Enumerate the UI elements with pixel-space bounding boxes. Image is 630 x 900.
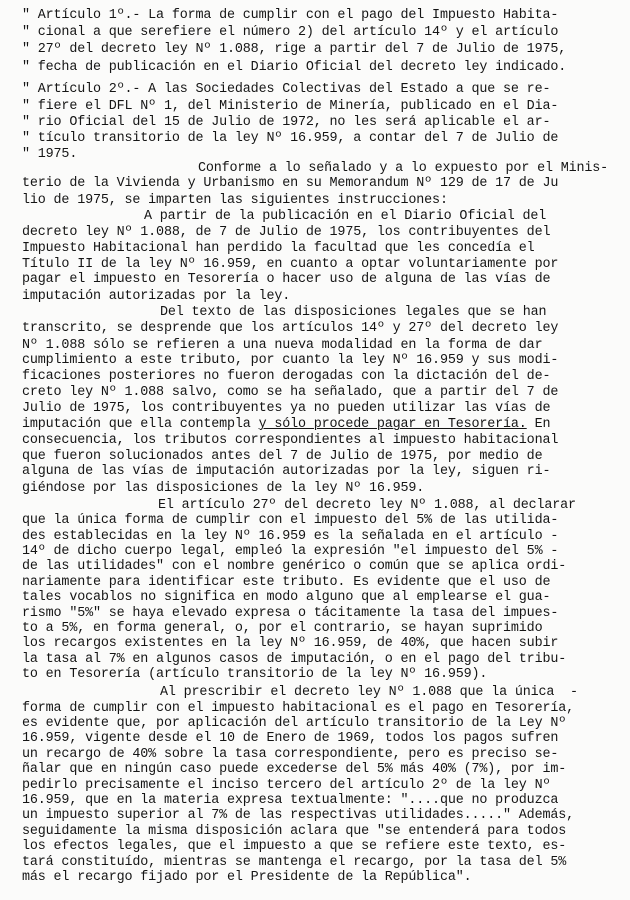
underlined-phrase: y sólo procede pagar en Tesorería.	[258, 417, 527, 433]
line-text: " Artículo 2º.- A las Sociedades Colectivas del Estado a que se re-	[22, 82, 551, 98]
text-line	[22, 855, 566, 871]
text-line	[22, 401, 550, 417]
text-line	[22, 621, 542, 637]
line-text: terio de la Vivienda y Urbanismo en su Memorandum Nº 129 de 17 de Ju	[22, 176, 559, 192]
line-text: pagar el impuesto en Tesorería o hacer uso de alguna de las vías de	[22, 272, 551, 288]
text-line	[22, 225, 550, 241]
text-line	[22, 464, 550, 480]
line-text: to a 5%, en forma general, o, por el contrario, se hayan suprimido	[22, 620, 543, 636]
text-line	[22, 762, 566, 778]
text-line	[22, 839, 566, 855]
line-text: 16.959, vigente desde el 10 de Enero de 1969, todos los pagos sufren	[22, 731, 559, 747]
text-line	[22, 60, 566, 76]
line-text: imputación que ella contempla	[22, 417, 259, 433]
text-line	[22, 513, 558, 529]
line-text: que fueron solucionados antes del 7 de Julio de 1975, por medio de	[22, 448, 543, 464]
text-line	[144, 209, 546, 225]
text-line	[22, 147, 77, 163]
line-text: 16.959, que en la materia expresa textualmente: "....que no produzca	[22, 793, 559, 809]
text-line	[22, 25, 558, 41]
text-line	[22, 433, 558, 449]
line-text: transcrito, se desprende que los artículos 14º y 27º del decreto ley	[22, 321, 559, 337]
line-text: " fiere el DFL Nº 1, del Ministerio de Minería, publicado en el Dia-	[22, 98, 559, 114]
line-text: Al prescribir el decreto ley Nº 1.088 que la única -	[160, 685, 578, 701]
text-line	[22, 747, 558, 763]
text-line	[22, 8, 558, 24]
text-line	[22, 701, 574, 717]
text-line	[22, 636, 558, 652]
line-text: la tasa al 7% en algunos casos de imputación, o en el pago del tribu-	[22, 651, 567, 667]
line-text: Nº 1.088 sólo se refieren a una nueva modalidad en la forma de dar	[22, 337, 543, 353]
text-line	[22, 606, 558, 622]
line-text: " Artículo 1º.- La forma de cumplir con el pago del Impuesto Habita-	[22, 8, 559, 23]
text-line	[22, 575, 550, 591]
text-line	[22, 99, 558, 115]
line-text: los efectos legales, que el impuesto a que se refiere este texto, es-	[22, 839, 567, 855]
text-line	[22, 417, 550, 433]
line-text: Julio de 1975, los contribuyentes ya no pueden utilizar las vías de	[22, 400, 551, 416]
line-text: " rio Oficial del 15 de Julio de 1972, no les será aplicable el ar-	[22, 114, 551, 130]
text-line	[22, 870, 472, 886]
line-text: nariamente para identificar este tributo. Es evidente que el uso de	[22, 574, 551, 590]
line-text: cumplimiento a este tributo, por cuanto la ley Nº 16.959 y sus modi-	[22, 352, 559, 368]
text-line	[198, 161, 608, 177]
line-text: ñalar que en ningún caso puede excederse del 5% más 40% (7%), por im-	[22, 762, 567, 778]
text-line	[22, 667, 487, 683]
line-text: que la única forma de cumplir con el impuesto del 5% de las utilida-	[22, 513, 559, 529]
line-text: seguidamente la misma disposición aclara que "se entenderá para todos	[22, 823, 567, 839]
line-text: A partir de la publicación en el Diario Oficial del	[144, 209, 547, 224]
text-line	[160, 685, 578, 701]
text-line	[22, 544, 558, 560]
line-text: pedirlo precisamente el inciso tercero del artículo 2º de la ley Nº	[22, 777, 551, 793]
line-text: de las utilidades" con el nombre genérico o común que se aplica ordi-	[22, 559, 567, 575]
line-text: tales vocablos no significa en modo alguno que al emplearse el gua-	[22, 590, 551, 606]
line-text: " tículo transitorio de la ley Nº 16.959, a contar del 7 de Julio de	[22, 131, 559, 147]
line-text-after: En	[526, 417, 551, 433]
text-line	[22, 321, 558, 337]
line-text: El artículo 27º del decreto ley Nº 1.088, al declarar	[158, 497, 576, 513]
text-line	[22, 338, 542, 354]
text-line	[22, 369, 550, 385]
line-text: to en Tesorería (artículo transitorio de la ley Nº 16.959).	[22, 667, 488, 683]
text-line	[22, 716, 566, 732]
text-line	[158, 498, 576, 514]
text-line	[22, 131, 558, 147]
line-text: un recargo de 40% sobre la tasa correspondiente, pero es preciso se-	[22, 746, 559, 762]
line-text: es evidente que, por aplicación del artículo transitorio de la Ley Nº	[22, 716, 567, 732]
line-text: ficaciones posteriores no fueron derogadas con la dictación del de-	[22, 369, 551, 385]
line-text: forma de cumplir con el impuesto habitacional es el pago en Tesorería,	[22, 700, 574, 716]
text-line	[22, 778, 550, 794]
text-line	[22, 257, 558, 273]
text-line	[22, 353, 558, 369]
text-line	[22, 385, 558, 401]
line-text: 14º de dicho cuerpo legal, empleó la expresión "el impuesto del 5% -	[22, 544, 559, 560]
text-line	[22, 241, 535, 257]
text-line	[22, 731, 558, 747]
line-text: " 27º del decreto ley Nº 1.088, rige a partir del 7 de Julio de 1975,	[22, 42, 567, 58]
text-line	[22, 272, 550, 288]
line-text: creto ley Nº 1.088 salvo, como se ha señalado, que a partir del 7 de	[22, 384, 559, 400]
text-line	[22, 176, 558, 192]
line-text: Del texto de las disposiciones legales que se han	[160, 304, 547, 320]
line-text: consecuencia, los tributos correspondientes al impuesto habitacional	[22, 432, 559, 448]
text-line	[22, 529, 558, 545]
text-line	[22, 808, 574, 824]
line-text: lio de 1975, se imparten las siguientes instrucciones:	[22, 192, 448, 208]
line-text: " cional a que serefiere el número 2) del artículo 14º y el artículo	[22, 25, 559, 41]
text-line	[22, 652, 566, 668]
line-text: imputación autorizadas por la ley.	[22, 288, 291, 304]
text-line	[22, 82, 550, 98]
line-text: rismo "5%" se haya elevado expresa o tácitamente la tasa del impues-	[22, 605, 559, 621]
line-text: un impuesto superior al 7% de las respectivas utilidades....." Además,	[22, 808, 574, 824]
text-line	[22, 793, 558, 809]
line-text: giéndose por las disposiciones de la ley Nº 16.959.	[22, 480, 425, 496]
text-line	[22, 481, 424, 497]
line-text: Impuesto Habitacional han perdido la facultad que les concedía el	[22, 240, 535, 256]
text-line	[22, 824, 566, 840]
text-line	[22, 115, 550, 131]
line-text: " 1975.	[22, 146, 78, 162]
line-text: tará constituído, mientras se mantenga el recargo, por la tasa del 5%	[22, 854, 567, 870]
line-text: más el recargo fijado por el Presidente de la República".	[22, 870, 472, 885]
text-line	[160, 305, 546, 321]
line-text: decreto ley Nº 1.088, de 7 de Julio de 1975, los contribuyentes del	[22, 225, 551, 241]
line-text: " fecha de publicación en el Diario Oficial del decreto ley indicado.	[22, 59, 567, 75]
text-line	[22, 449, 542, 465]
text-line	[22, 193, 448, 209]
text-line	[22, 559, 566, 575]
text-line	[22, 289, 290, 305]
line-text: des establecidas en la ley Nº 16.959 es la señalada en el artículo -	[22, 528, 559, 544]
line-text: Título II de la ley Nº 16.959, en cuanto a optar voluntariamente por	[22, 257, 559, 272]
line-text: Conforme a lo señalado y a lo expuesto por el Minis-	[198, 161, 609, 177]
line-text: los recargos existentes en la ley Nº 16.959, de 40%, que hacen subir	[22, 636, 559, 652]
line-text: alguna de las vías de imputación autorizadas por la ley, siguen ri-	[22, 464, 551, 480]
text-line	[22, 590, 550, 606]
text-line	[22, 42, 566, 58]
